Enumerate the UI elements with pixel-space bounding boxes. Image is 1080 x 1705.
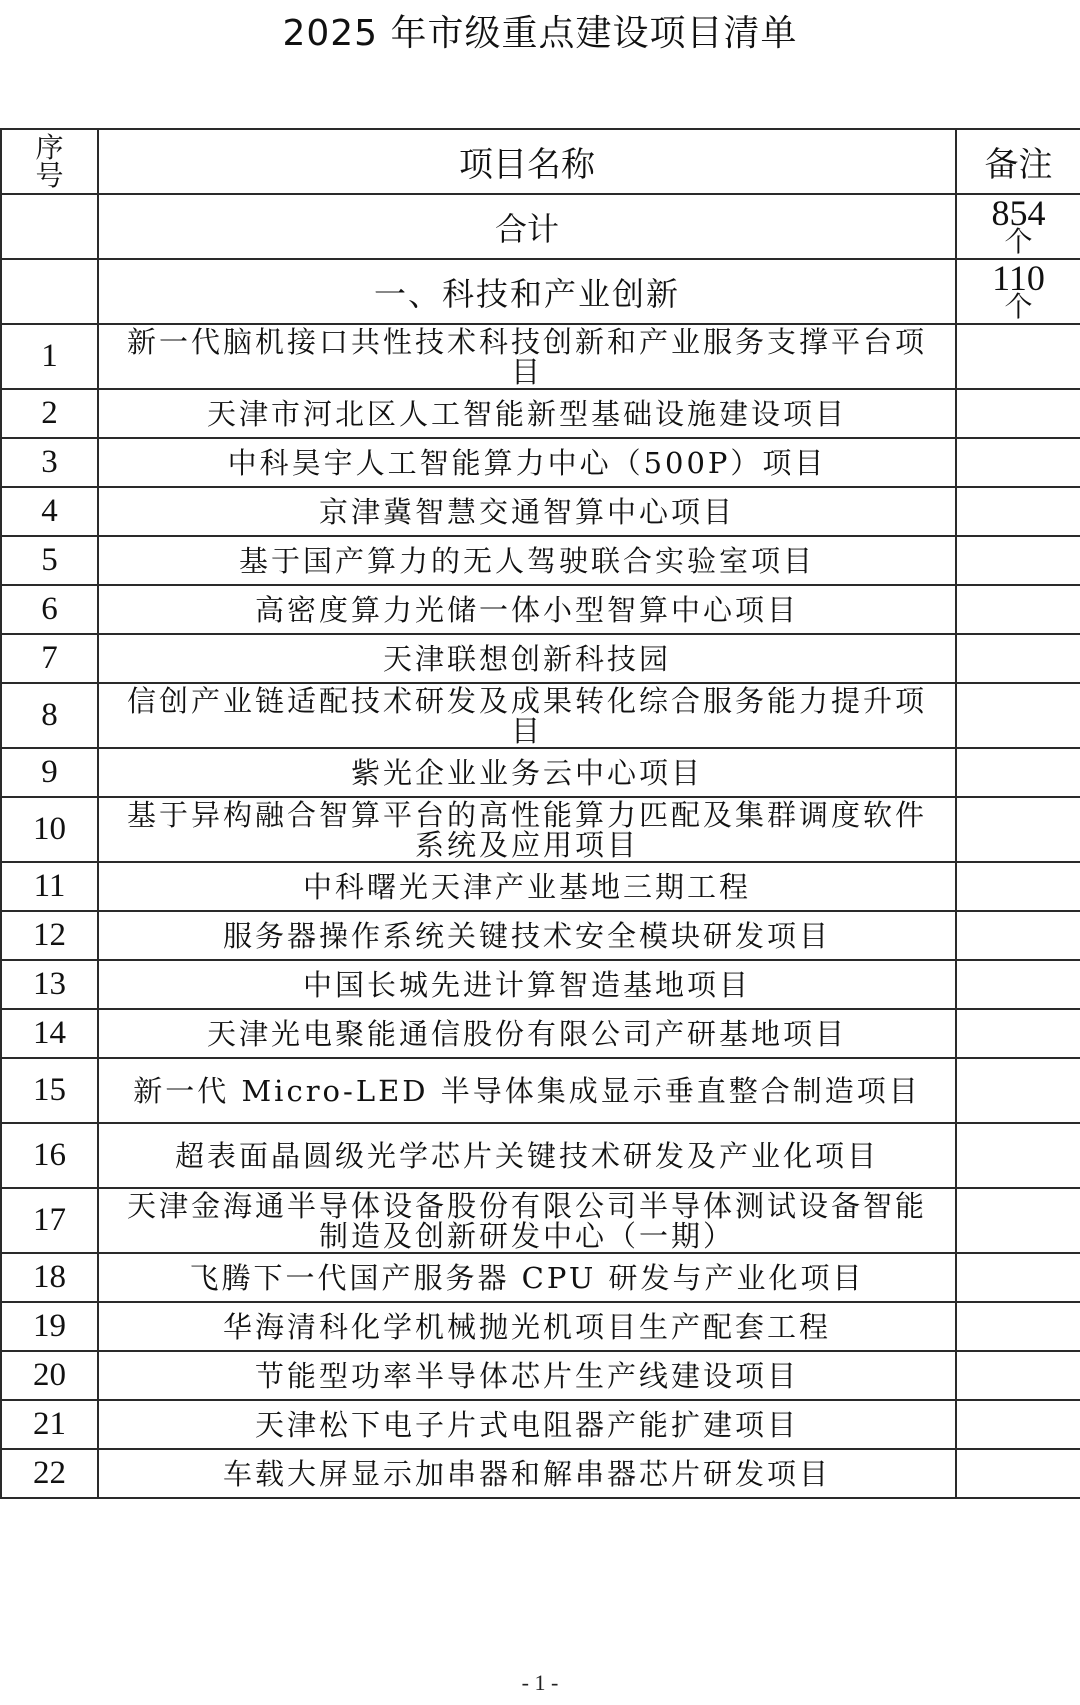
row-project-name: 车载大屏显示加串器和解串器芯片研发项目 bbox=[98, 1449, 956, 1498]
table-row bbox=[1, 797, 1080, 862]
row-project-name: 京津冀智慧交通智算中心项目 bbox=[98, 487, 956, 536]
table-row bbox=[1, 1253, 1080, 1302]
header-serial-line1: 序 bbox=[35, 130, 64, 164]
row-serial: 20 bbox=[1, 1351, 98, 1400]
table-row bbox=[1, 1058, 1080, 1123]
section-label: 一、科技和产业创新 bbox=[98, 259, 956, 324]
row-serial: 5 bbox=[1, 536, 98, 585]
row-note bbox=[956, 389, 1080, 438]
row-serial: 9 bbox=[1, 748, 98, 797]
section-count-unit: 个 bbox=[1004, 289, 1033, 323]
table-row bbox=[1, 438, 1080, 487]
document-title: 2025 年市级重点建设项目清单 bbox=[282, 13, 798, 54]
row-note bbox=[956, 911, 1080, 960]
row-serial: 1 bbox=[1, 324, 98, 389]
row-project-name: 高密度算力光储一体小型智算中心项目 bbox=[98, 585, 956, 634]
row-serial: 4 bbox=[1, 487, 98, 536]
project-list-table bbox=[0, 128, 1080, 1499]
section-serial-cell bbox=[1, 259, 98, 324]
row-project-name: 超表面晶圆级光学芯片关键技术研发及产业化项目 bbox=[98, 1123, 956, 1188]
table-row bbox=[1, 324, 1080, 389]
header-note: 备注 bbox=[956, 129, 1080, 194]
table-row bbox=[1, 862, 1080, 911]
total-serial-cell bbox=[1, 194, 98, 259]
row-serial: 22 bbox=[1, 1449, 98, 1498]
row-project-name: 天津金海通半导体设备股份有限公司半导体测试设备智能制造及创新研发中心（一期） bbox=[98, 1188, 956, 1253]
row-note bbox=[956, 1253, 1080, 1302]
table-row bbox=[1, 487, 1080, 536]
row-note bbox=[956, 438, 1080, 487]
row-project-name: 新一代脑机接口共性技术科技创新和产业服务支撑平台项目 bbox=[98, 324, 956, 389]
table-row bbox=[1, 683, 1080, 748]
table-row bbox=[1, 585, 1080, 634]
table-row bbox=[1, 1302, 1080, 1351]
row-project-name: 天津光电聚能通信股份有限公司产研基地项目 bbox=[98, 1009, 956, 1058]
table-row bbox=[1, 911, 1080, 960]
row-note bbox=[956, 1302, 1080, 1351]
row-serial: 11 bbox=[1, 862, 98, 911]
row-note bbox=[956, 960, 1080, 1009]
row-project-name: 中国长城先进计算智造基地项目 bbox=[98, 960, 956, 1009]
row-serial: 18 bbox=[1, 1253, 98, 1302]
table-row bbox=[1, 389, 1080, 438]
row-serial: 15 bbox=[1, 1058, 98, 1123]
total-count-unit: 个 bbox=[1004, 224, 1033, 258]
section-count: 110 bbox=[992, 259, 1045, 298]
row-serial: 6 bbox=[1, 585, 98, 634]
row-project-name: 基于异构融合智算平台的高性能算力匹配及集群调度软件系统及应用项目 bbox=[98, 797, 956, 862]
header-project-name: 项目名称 bbox=[98, 129, 956, 194]
table-row bbox=[1, 536, 1080, 585]
row-project-name: 节能型功率半导体芯片生产线建设项目 bbox=[98, 1351, 956, 1400]
row-serial: 13 bbox=[1, 960, 98, 1009]
row-note bbox=[956, 1058, 1080, 1123]
row-serial: 16 bbox=[1, 1123, 98, 1188]
row-serial: 8 bbox=[1, 683, 98, 748]
row-note bbox=[956, 1009, 1080, 1058]
row-project-name: 天津市河北区人工智能新型基础设施建设项目 bbox=[98, 389, 956, 438]
row-project-name: 信创产业链适配技术研发及成果转化综合服务能力提升项目 bbox=[98, 683, 956, 748]
table-row bbox=[1, 1449, 1080, 1498]
row-serial: 17 bbox=[1, 1188, 98, 1253]
row-project-name: 基于国产算力的无人驾驶联合实验室项目 bbox=[98, 536, 956, 585]
row-note bbox=[956, 1400, 1080, 1449]
total-count: 854 bbox=[991, 194, 1046, 233]
row-serial: 10 bbox=[1, 797, 98, 862]
row-note bbox=[956, 797, 1080, 862]
row-note bbox=[956, 487, 1080, 536]
total-count-cell bbox=[956, 194, 1080, 259]
section-count-cell bbox=[956, 259, 1080, 324]
table-row bbox=[1, 1123, 1080, 1188]
table-row bbox=[1, 634, 1080, 683]
row-serial: 14 bbox=[1, 1009, 98, 1058]
table-row bbox=[1, 1188, 1080, 1253]
header-serial-line2: 号 bbox=[35, 158, 64, 192]
row-project-name: 中科昊宇人工智能算力中心（500P）项目 bbox=[98, 438, 956, 487]
table-row bbox=[1, 960, 1080, 1009]
table-row bbox=[1, 748, 1080, 797]
table-row bbox=[1, 1351, 1080, 1400]
row-note bbox=[956, 1449, 1080, 1498]
row-serial: 3 bbox=[1, 438, 98, 487]
row-serial: 12 bbox=[1, 911, 98, 960]
table-header-row bbox=[1, 129, 1080, 194]
row-project-name: 天津联想创新科技园 bbox=[98, 634, 956, 683]
table-row bbox=[1, 1009, 1080, 1058]
row-note bbox=[956, 1188, 1080, 1253]
row-note bbox=[956, 1123, 1080, 1188]
row-project-name: 华海清科化学机械抛光机项目生产配套工程 bbox=[98, 1302, 956, 1351]
row-project-name: 飞腾下一代国产服务器 CPU 研发与产业化项目 bbox=[98, 1253, 956, 1302]
row-note bbox=[956, 1351, 1080, 1400]
row-note bbox=[956, 683, 1080, 748]
row-note bbox=[956, 536, 1080, 585]
row-note bbox=[956, 748, 1080, 797]
row-serial: 19 bbox=[1, 1302, 98, 1351]
row-note bbox=[956, 585, 1080, 634]
row-serial: 21 bbox=[1, 1400, 98, 1449]
total-row bbox=[1, 194, 1080, 259]
row-project-name: 新一代 Micro-LED 半导体集成显示垂直整合制造项目 bbox=[98, 1058, 956, 1123]
row-note bbox=[956, 634, 1080, 683]
row-note bbox=[956, 862, 1080, 911]
row-project-name: 天津松下电子片式电阻器产能扩建项目 bbox=[98, 1400, 956, 1449]
row-serial: 2 bbox=[1, 389, 98, 438]
header-serial-number bbox=[1, 129, 98, 194]
table-row bbox=[1, 1400, 1080, 1449]
row-project-name: 中科曙光天津产业基地三期工程 bbox=[98, 862, 956, 911]
row-project-name: 紫光企业业务云中心项目 bbox=[98, 748, 956, 797]
row-project-name: 服务器操作系统关键技术安全模块研发项目 bbox=[98, 911, 956, 960]
total-label: 合计 bbox=[98, 194, 956, 259]
page-number: - 1 - bbox=[521, 1670, 559, 1695]
row-serial: 7 bbox=[1, 634, 98, 683]
section-row bbox=[1, 259, 1080, 324]
row-note bbox=[956, 324, 1080, 389]
